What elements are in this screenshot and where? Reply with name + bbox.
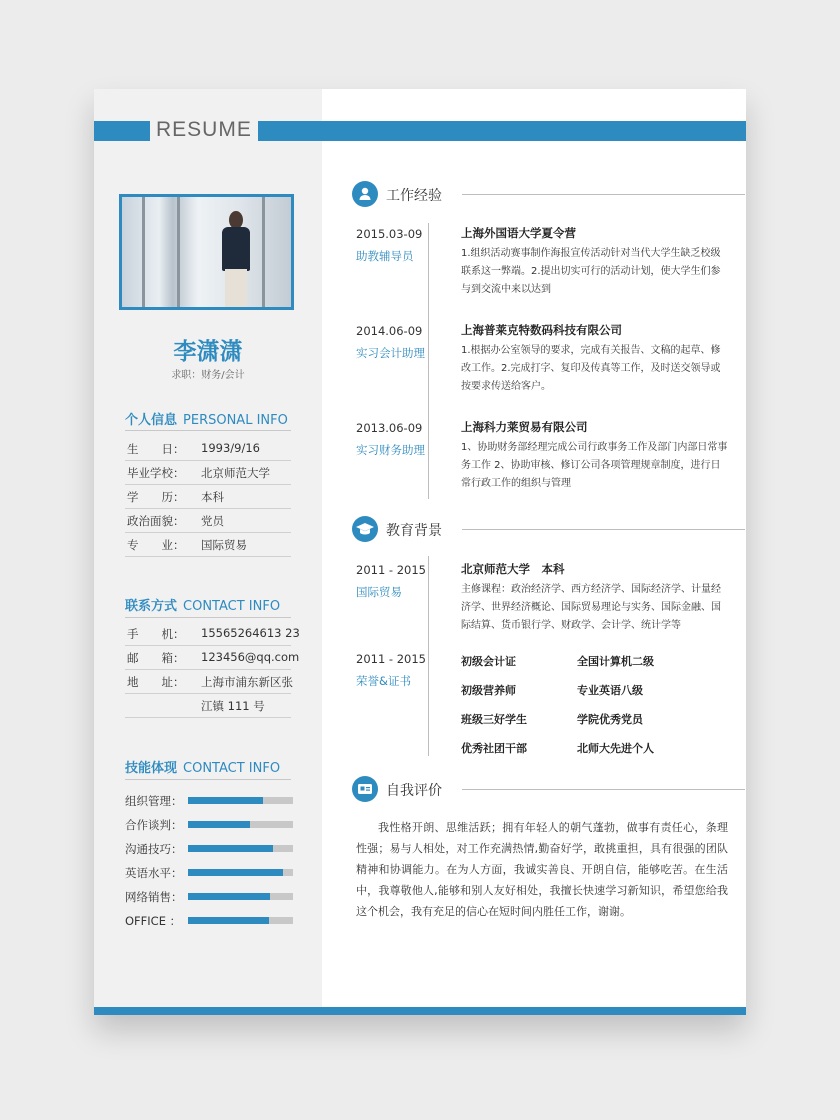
info-row-degree bbox=[125, 484, 291, 509]
window-frame bbox=[262, 197, 265, 307]
work-date: 2014.06-09 bbox=[356, 324, 423, 338]
job-objective: 求职：财务/会计 bbox=[171, 370, 245, 381]
info-value: 北京师范大学 bbox=[201, 466, 270, 480]
candidate-name: 李潇潇 bbox=[173, 339, 243, 365]
info-row-birthday bbox=[125, 436, 291, 461]
info-label: 学 历： bbox=[127, 490, 185, 504]
header-rule bbox=[462, 789, 745, 790]
info-value: 国际贸易 bbox=[201, 538, 247, 552]
skill-bar bbox=[188, 917, 293, 924]
info-value: 123456@qq.com bbox=[201, 650, 300, 664]
work-date: 2013.06-09 bbox=[356, 421, 423, 435]
work-role: 实习会计助理 bbox=[356, 346, 425, 360]
section-divider bbox=[125, 430, 291, 431]
skill-bar bbox=[188, 797, 293, 804]
skill-label: 英语水平： bbox=[125, 866, 183, 880]
work-desc: 1.根据办公室领导的要求，完成有关报告、文稿的起草、修改工作。2.完成打字、复印及传真等工作，及时送交领导或按要求传送给客户。 bbox=[461, 345, 721, 392]
header-rule bbox=[462, 529, 745, 530]
info-row-address-2 bbox=[125, 693, 291, 718]
skill-bar-fill bbox=[188, 917, 269, 924]
skill-bar-fill bbox=[188, 893, 270, 900]
work-desc: 1.组织活动赛事制作海报宣传活动针对当代大学生缺乏校级联系这一弊端。2.提出切实可行的活动计划，使大学生们参与到交流中来以达到 bbox=[461, 248, 721, 295]
header-rule bbox=[462, 194, 745, 195]
cert-item: 北师大先进个人 bbox=[577, 742, 654, 755]
skill-bar-fill bbox=[188, 797, 263, 804]
skill-bar-fill bbox=[188, 869, 283, 876]
info-label: 毕业学校： bbox=[127, 466, 185, 480]
work-role: 助教辅导员 bbox=[356, 249, 414, 263]
header-bar-left bbox=[94, 121, 150, 141]
resume-heading: RESUME bbox=[156, 118, 252, 141]
education-date: 2011 - 2015 bbox=[356, 563, 426, 577]
info-value: 江镇 111 号 bbox=[201, 699, 265, 713]
skill-bar bbox=[188, 893, 293, 900]
skill-bar-fill bbox=[188, 845, 273, 852]
info-row-address bbox=[125, 669, 291, 694]
self-eval-title: 自我评价 bbox=[386, 783, 442, 799]
self-eval-text: 我性格开朗、思维活跃；拥有年轻人的朝气蓬勃，做事有责任心，条理性强；易与人相处，对工作充满热情,勤奋好学，敢挑重担，具有很强的团队精神和协调能力。在为人方面，我诚实善良、开朗自信，能够吃苦。在生活中，我尊敬他人,能够和别人友好相处，我擅长快速学习新知识，希望您给我这个机会，我有充足的信心在短时间内胜任工作，谢谢。 bbox=[356, 821, 728, 918]
skills-title-en: CONTACT INFO bbox=[183, 761, 281, 776]
info-value: 15565264613 23 bbox=[201, 626, 300, 640]
info-value: 本科 bbox=[201, 490, 224, 504]
work-date: 2015.03-09 bbox=[356, 227, 423, 241]
skills-title-cn: 技能体现 bbox=[125, 761, 178, 776]
skill-label: 网络销售： bbox=[125, 890, 183, 904]
cert-item: 优秀社团干部 bbox=[461, 742, 527, 755]
skill-label: 沟通技巧： bbox=[125, 842, 183, 856]
work-org: 上海科力莱贸易有限公司 bbox=[461, 420, 588, 434]
cert-item: 初级营养师 bbox=[461, 684, 516, 697]
personal-info-title bbox=[125, 409, 288, 428]
header-bar-right bbox=[258, 121, 746, 141]
footer-bar bbox=[94, 1007, 746, 1015]
cert-item: 初级会计证 bbox=[461, 655, 516, 668]
work-role: 实习财务助理 bbox=[356, 443, 425, 457]
profile-photo bbox=[119, 194, 294, 310]
info-label: 手 机： bbox=[127, 627, 185, 641]
info-label: 政治面貌： bbox=[127, 514, 185, 528]
work-title: 工作经验 bbox=[386, 188, 442, 204]
work-org: 上海普莱克特数码科技有限公司 bbox=[461, 323, 622, 337]
info-row-school bbox=[125, 460, 291, 485]
info-row-email bbox=[125, 645, 300, 670]
personal-title-cn: 个人信息 bbox=[125, 413, 178, 428]
skill-label: 组织管理： bbox=[125, 794, 183, 808]
education-title: 教育背景 bbox=[386, 523, 442, 539]
cert-item: 专业英语八级 bbox=[577, 684, 643, 697]
contact-info-title bbox=[125, 595, 280, 614]
personal-title-en: PERSONAL INFO bbox=[183, 413, 288, 428]
resume-page bbox=[94, 89, 746, 1015]
contact-title-cn: 联系方式 bbox=[125, 599, 178, 614]
person-legs bbox=[225, 269, 247, 309]
skill-bar bbox=[188, 845, 293, 852]
skill-bar-fill bbox=[188, 821, 250, 828]
skill-bar bbox=[188, 821, 293, 828]
skills-title bbox=[125, 757, 280, 776]
skill-label: OFFICE ： bbox=[125, 914, 182, 928]
window-frame bbox=[142, 197, 145, 307]
info-row-major bbox=[125, 532, 291, 557]
timeline-divider bbox=[428, 556, 429, 756]
info-value: 上海市浦东新区张 bbox=[201, 675, 293, 689]
skill-label: 合作谈判： bbox=[125, 818, 183, 832]
info-label: 专 业： bbox=[127, 538, 185, 552]
info-label: 地 址： bbox=[127, 675, 185, 689]
info-label: 生 日： bbox=[127, 442, 185, 456]
contact-title-en: CONTACT INFO bbox=[183, 599, 281, 614]
cert-item: 全国计算机二级 bbox=[577, 655, 654, 668]
cert-item: 班级三好学生 bbox=[461, 713, 527, 726]
info-row-phone bbox=[125, 621, 300, 646]
timeline-divider bbox=[428, 223, 429, 499]
work-desc: 1、协助财务部经理完成公司行政事务工作及部门内部日常事务工作 2、协助审核、修订公司各项管理规章制度，进行日常行政工作的组织与管理 bbox=[461, 442, 728, 489]
section-divider bbox=[125, 779, 291, 780]
info-row-political bbox=[125, 508, 291, 533]
info-value: 1993/9/16 bbox=[201, 441, 260, 455]
user-icon bbox=[352, 181, 378, 207]
person-body bbox=[222, 227, 250, 271]
education-courses: 主修课程：政治经济学、西方经济学、国际经济学、计量经济学、世界经济概论、国际贸易理论与实务、国际金融、国际结算、货币银行学、财政学、会计学、统计学等 bbox=[461, 584, 721, 631]
section-divider bbox=[125, 617, 291, 618]
info-label: 邮 箱： bbox=[127, 651, 185, 665]
education-date: 2011 - 2015 bbox=[356, 652, 426, 666]
work-org: 上海外国语大学夏令营 bbox=[461, 226, 576, 240]
education-major: 国际贸易 bbox=[356, 585, 402, 599]
education-school: 北京师范大学 本科 bbox=[461, 562, 565, 576]
honors-label: 荣誉&证书 bbox=[356, 674, 411, 688]
cert-item: 学院优秀党员 bbox=[577, 713, 643, 726]
window-frame bbox=[177, 197, 180, 307]
skill-bar bbox=[188, 869, 293, 876]
info-value: 党员 bbox=[201, 514, 224, 528]
graduation-cap-icon bbox=[352, 516, 378, 542]
id-card-icon bbox=[352, 776, 378, 802]
